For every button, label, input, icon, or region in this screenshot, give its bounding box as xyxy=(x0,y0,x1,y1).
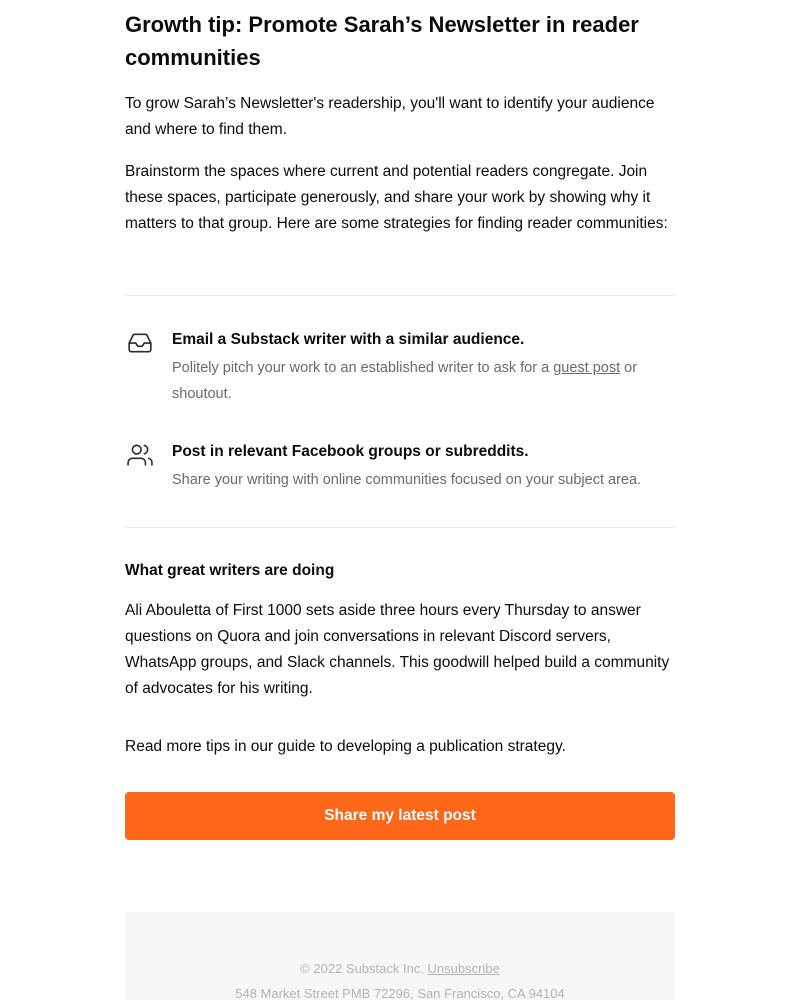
users-icon xyxy=(127,442,153,468)
footer-address: 548 Market Street PMB 72296, San Francisco, CA 94104 xyxy=(235,986,565,1001)
unsubscribe-link[interactable]: Unsubscribe xyxy=(427,961,500,976)
share-latest-post-button[interactable]: Share my latest post xyxy=(125,792,675,840)
guest-post-link[interactable]: guest post xyxy=(553,360,621,376)
brainstorm-paragraph: Brainstorm the spaces where current and potential readers congregate. Join these spaces, participate generously, and share your work by showing why it matters to that group. Here are some strategies for finding reader communities: xyxy=(125,163,668,232)
read-more-paragraph: Read more tips in our guide to developing a publication strategy. xyxy=(125,738,566,755)
email-title: Growth tip: Promote Sarah’s Newsletter in reader communities xyxy=(125,12,639,70)
email-footer xyxy=(125,912,675,1000)
divider xyxy=(125,527,675,528)
strategy-description-text-end: or shoutout. xyxy=(172,360,638,402)
strategy-title: Email a Substack writer with a similar audience. xyxy=(172,331,525,348)
strategy-description-text: Politely pitch your work to an established writer to ask for a xyxy=(172,360,554,376)
section-heading: What great writers are doing xyxy=(125,562,335,579)
copyright-text: © 2022 Substack Inc. xyxy=(300,961,428,976)
inbox-icon xyxy=(127,330,153,356)
strategy-description xyxy=(172,355,667,407)
strategy-description: Share your writing with online communities focused on your subject area. xyxy=(172,472,642,488)
intro-paragraph: To grow Sarah’s Newsletter's readership, you'll want to identify your audience and where to find them. xyxy=(125,95,655,138)
writer-story-paragraph: Ali Abouletta of First 1000 sets aside three hours every Thursday to answer questions on Quora and join conversations in relevant Discord servers, WhatsApp groups, and Slack channels. This goodwill helped build a community of advocates for his writing. xyxy=(125,602,670,697)
divider xyxy=(125,295,675,296)
strategy-title: Post in relevant Facebook groups or subreddits. xyxy=(172,443,529,460)
footer-copyright-line xyxy=(125,960,675,978)
